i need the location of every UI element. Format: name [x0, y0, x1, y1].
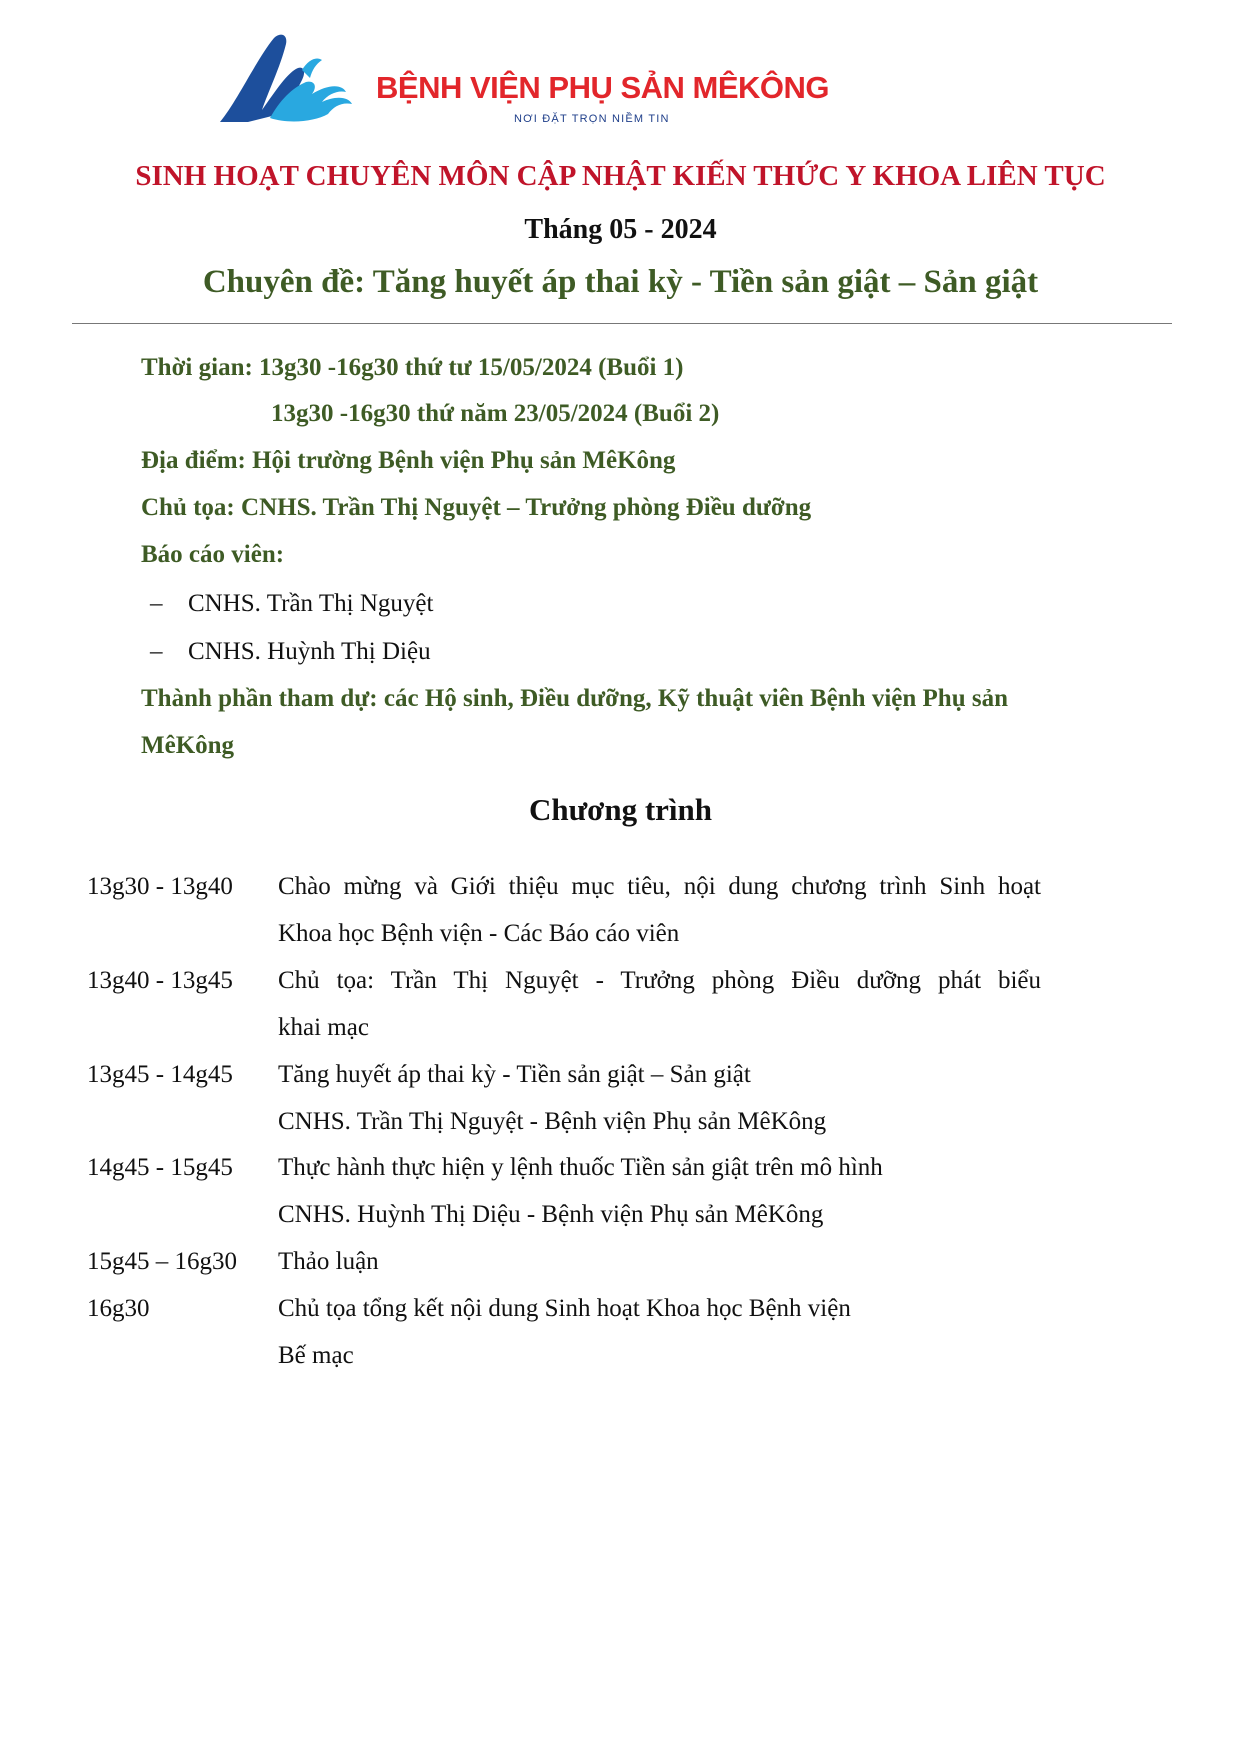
info-speakers-label: Báo cáo viên: [141, 541, 285, 568]
program-time: 13g30 - 13g40 [87, 873, 233, 900]
info-location: Địa điểm: Hội trường Bệnh viện Phụ sản MêKông [141, 447, 676, 474]
speaker-item: CNHS. Trần Thị Nguyệt [188, 590, 434, 617]
program-description: Khoa học Bệnh viện - Các Báo cáo viên [278, 920, 680, 947]
program-description: Thảo luận [278, 1248, 379, 1275]
program-heading: Chương trình [528, 792, 713, 827]
logo-mark-icon [218, 30, 378, 130]
program-description: Tăng huyết áp thai kỳ - Tiền sản giật – Sản giật [278, 1061, 751, 1088]
info-chair: Chủ tọa: CNHS. Trần Thị Nguyệt – Trưởng phòng Điều dưỡng [141, 494, 812, 521]
document-topic: Chuyên đề: Tăng huyết áp thai kỳ - Tiền sản giật – Sản giật [202, 264, 1039, 300]
list-bullet: – [150, 590, 163, 617]
program-description: Chủ tọa: Trần Thị Nguyệt - Trưởng phòng Điều dưỡng phát biểu [278, 967, 1041, 994]
document-month: Tháng 05 - 2024 [524, 214, 717, 245]
program-description: Chủ tọa tổng kết nội dung Sinh hoạt Khoa học Bệnh viện [278, 1295, 851, 1322]
program-time: 15g45 – 16g30 [87, 1248, 237, 1275]
info-time-line2: 13g30 -16g30 thứ năm 23/05/2024 (Buổi 2) [271, 400, 720, 427]
program-time: 13g45 - 14g45 [87, 1061, 233, 1088]
speaker-item: CNHS. Huỳnh Thị Diệu [188, 638, 431, 665]
info-time-line1: Thời gian: 13g30 -16g30 thứ tư 15/05/2024 (Buổi 1) [141, 354, 684, 381]
program-description: CNHS. Huỳnh Thị Diệu - Bệnh viện Phụ sản MêKông [278, 1201, 824, 1228]
program-description: CNHS. Trần Thị Nguyệt - Bệnh viện Phụ sản MêKông [278, 1108, 827, 1135]
program-time: 14g45 - 15g45 [87, 1154, 233, 1181]
program-time: 16g30 [87, 1295, 150, 1322]
hospital-logo [218, 30, 830, 130]
logo-hospital-name: BỆNH VIỆN PHỤ SẢN MÊKÔNG [376, 70, 830, 105]
document-title: SINH HOẠT CHUYÊN MÔN CẬP NHẬT KIẾN THỨC Y KHOA LIÊN TỤC [135, 160, 1106, 192]
program-description: Chào mừng và Giới thiệu mục tiêu, nội dung chương trình Sinh hoạt [278, 873, 1041, 900]
info-attendees-line1: Thành phần tham dự: các Hộ sinh, Điều dưỡng, Kỹ thuật viên Bệnh viện Phụ sản [141, 685, 1008, 712]
program-description: Thực hành thực hiện y lệnh thuốc Tiền sản giật trên mô hình [278, 1154, 883, 1181]
logo-slogan: NƠI ĐẶT TRỌN NIỀM TIN [514, 113, 670, 125]
program-description: khai mạc [278, 1014, 369, 1041]
program-time: 13g40 - 13g45 [87, 967, 233, 994]
horizontal-divider [72, 323, 1172, 324]
program-description: Bế mạc [278, 1342, 354, 1369]
info-attendees-line2: MêKông [141, 732, 235, 759]
list-bullet: – [150, 638, 163, 665]
